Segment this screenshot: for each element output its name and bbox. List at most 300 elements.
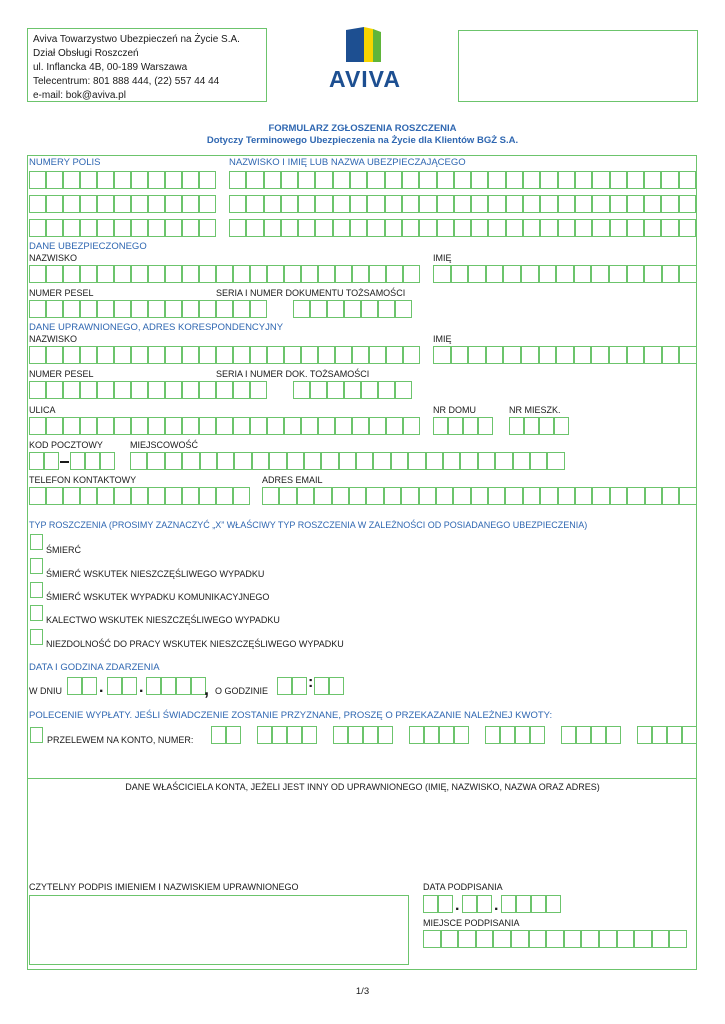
char-cell[interactable]: [609, 265, 627, 283]
char-cell[interactable]: [292, 677, 307, 695]
insured-name-field[interactable]: [433, 265, 697, 283]
char-cell[interactable]: [547, 452, 564, 470]
char-cell[interactable]: [403, 417, 420, 435]
char-cell[interactable]: [216, 346, 233, 364]
char-cell[interactable]: [80, 219, 97, 237]
event-minute-field[interactable]: [314, 677, 344, 695]
char-cell[interactable]: [339, 452, 356, 470]
char-cell[interactable]: [333, 171, 350, 189]
char-cell[interactable]: [575, 219, 592, 237]
char-cell[interactable]: [199, 346, 216, 364]
char-cell[interactable]: [327, 381, 344, 399]
char-cell[interactable]: [424, 726, 439, 744]
char-cell[interactable]: [485, 726, 500, 744]
char-cell[interactable]: [581, 930, 599, 948]
char-cell[interactable]: [234, 452, 251, 470]
char-cell[interactable]: [561, 726, 576, 744]
char-cell[interactable]: [82, 677, 97, 695]
char-cell[interactable]: [574, 346, 592, 364]
char-cell[interactable]: [679, 195, 696, 213]
house-number-field[interactable]: [433, 417, 493, 435]
event-year-field[interactable]: [146, 677, 206, 695]
char-cell[interactable]: [304, 452, 321, 470]
char-cell[interactable]: [335, 417, 352, 435]
char-cell[interactable]: [298, 195, 315, 213]
char-cell[interactable]: [29, 171, 46, 189]
char-cell[interactable]: [592, 487, 609, 505]
char-cell[interactable]: [515, 726, 530, 744]
char-cell[interactable]: [284, 417, 301, 435]
char-cell[interactable]: [556, 265, 574, 283]
char-cell[interactable]: [63, 487, 80, 505]
char-cell[interactable]: [131, 381, 148, 399]
postcode-part2-field[interactable]: [70, 452, 115, 470]
char-cell[interactable]: [148, 171, 165, 189]
char-cell[interactable]: [46, 300, 63, 318]
char-cell[interactable]: [335, 265, 352, 283]
char-cell[interactable]: [437, 195, 454, 213]
char-cell[interactable]: [148, 195, 165, 213]
char-cell[interactable]: [679, 487, 696, 505]
char-cell[interactable]: [344, 300, 361, 318]
char-cell[interactable]: [488, 487, 505, 505]
char-cell[interactable]: [419, 487, 436, 505]
char-cell[interactable]: [513, 452, 530, 470]
char-cell[interactable]: [329, 677, 344, 695]
char-cell[interactable]: [315, 195, 332, 213]
char-cell[interactable]: [146, 677, 161, 695]
char-cell[interactable]: [318, 265, 335, 283]
char-cell[interactable]: [199, 300, 216, 318]
char-cell[interactable]: [378, 726, 393, 744]
char-cell[interactable]: [433, 346, 451, 364]
char-cell[interactable]: [85, 452, 100, 470]
char-cell[interactable]: [386, 346, 403, 364]
char-cell[interactable]: [229, 171, 246, 189]
char-cell[interactable]: [454, 219, 471, 237]
char-cell[interactable]: [391, 452, 408, 470]
account-group-2-field[interactable]: [333, 726, 393, 744]
char-cell[interactable]: [114, 417, 131, 435]
char-cell[interactable]: [315, 171, 332, 189]
char-cell[interactable]: [471, 219, 488, 237]
char-cell[interactable]: [451, 346, 469, 364]
char-cell[interactable]: [63, 195, 80, 213]
char-cell[interactable]: [471, 487, 488, 505]
char-cell[interactable]: [80, 195, 97, 213]
char-cell[interactable]: [250, 381, 267, 399]
account-group-3-field[interactable]: [409, 726, 469, 744]
char-cell[interactable]: [344, 381, 361, 399]
char-cell[interactable]: [610, 487, 627, 505]
char-cell[interactable]: [182, 195, 199, 213]
char-cell[interactable]: [199, 487, 216, 505]
char-cell[interactable]: [246, 219, 263, 237]
char-cell[interactable]: [682, 726, 697, 744]
policy-holder-3-field[interactable]: [229, 219, 696, 237]
claim-accident-death-checkbox[interactable]: [30, 558, 43, 574]
char-cell[interactable]: [327, 300, 344, 318]
char-cell[interactable]: [350, 219, 367, 237]
char-cell[interactable]: [395, 381, 412, 399]
char-cell[interactable]: [332, 487, 349, 505]
char-cell[interactable]: [97, 265, 114, 283]
char-cell[interactable]: [284, 346, 301, 364]
char-cell[interactable]: [419, 195, 436, 213]
char-cell[interactable]: [80, 300, 97, 318]
char-cell[interactable]: [574, 265, 592, 283]
char-cell[interactable]: [252, 452, 269, 470]
char-cell[interactable]: [558, 171, 575, 189]
char-cell[interactable]: [645, 487, 662, 505]
char-cell[interactable]: [419, 171, 436, 189]
char-cell[interactable]: [369, 346, 386, 364]
char-cell[interactable]: [216, 300, 233, 318]
char-cell[interactable]: [523, 195, 540, 213]
char-cell[interactable]: [246, 195, 263, 213]
char-cell[interactable]: [114, 381, 131, 399]
char-cell[interactable]: [609, 346, 627, 364]
char-cell[interactable]: [523, 219, 540, 237]
char-cell[interactable]: [199, 171, 216, 189]
char-cell[interactable]: [460, 452, 477, 470]
char-cell[interactable]: [501, 895, 516, 913]
char-cell[interactable]: [148, 487, 165, 505]
char-cell[interactable]: [148, 219, 165, 237]
char-cell[interactable]: [558, 219, 575, 237]
char-cell[interactable]: [511, 930, 529, 948]
char-cell[interactable]: [661, 195, 678, 213]
char-cell[interactable]: [539, 346, 557, 364]
account-group-4-field[interactable]: [485, 726, 545, 744]
char-cell[interactable]: [318, 346, 335, 364]
char-cell[interactable]: [352, 346, 369, 364]
char-cell[interactable]: [529, 930, 547, 948]
char-cell[interactable]: [539, 265, 557, 283]
insured-pesel-field[interactable]: [29, 300, 216, 318]
char-cell[interactable]: [131, 300, 148, 318]
char-cell[interactable]: [556, 346, 574, 364]
char-cell[interactable]: [488, 219, 505, 237]
char-cell[interactable]: [250, 417, 267, 435]
char-cell[interactable]: [63, 381, 80, 399]
char-cell[interactable]: [350, 195, 367, 213]
char-cell[interactable]: [310, 381, 327, 399]
char-cell[interactable]: [107, 677, 122, 695]
char-cell[interactable]: [114, 300, 131, 318]
beneficiary-doc-series-field[interactable]: [216, 381, 267, 399]
char-cell[interactable]: [662, 487, 679, 505]
char-cell[interactable]: [503, 346, 521, 364]
char-cell[interactable]: [423, 895, 438, 913]
char-cell[interactable]: [318, 417, 335, 435]
phone-field[interactable]: [29, 487, 250, 505]
char-cell[interactable]: [46, 265, 63, 283]
char-cell[interactable]: [80, 171, 97, 189]
char-cell[interactable]: [516, 895, 531, 913]
claim-disability-checkbox[interactable]: [30, 605, 43, 621]
char-cell[interactable]: [97, 346, 114, 364]
char-cell[interactable]: [575, 487, 592, 505]
char-cell[interactable]: [386, 417, 403, 435]
char-cell[interactable]: [97, 171, 114, 189]
char-cell[interactable]: [333, 219, 350, 237]
char-cell[interactable]: [523, 487, 540, 505]
char-cell[interactable]: [131, 417, 148, 435]
char-cell[interactable]: [458, 930, 476, 948]
char-cell[interactable]: [478, 417, 493, 435]
char-cell[interactable]: [366, 487, 383, 505]
char-cell[interactable]: [367, 195, 384, 213]
insured-surname-field[interactable]: [29, 265, 420, 283]
char-cell[interactable]: [97, 195, 114, 213]
char-cell[interactable]: [148, 265, 165, 283]
char-cell[interactable]: [409, 726, 424, 744]
char-cell[interactable]: [233, 487, 250, 505]
char-cell[interactable]: [182, 346, 199, 364]
char-cell[interactable]: [217, 452, 234, 470]
account-check-digits-field[interactable]: [211, 726, 241, 744]
char-cell[interactable]: [644, 195, 661, 213]
char-cell[interactable]: [476, 930, 494, 948]
char-cell[interactable]: [46, 417, 63, 435]
char-cell[interactable]: [29, 381, 46, 399]
char-cell[interactable]: [350, 171, 367, 189]
char-cell[interactable]: [433, 265, 451, 283]
char-cell[interactable]: [506, 219, 523, 237]
char-cell[interactable]: [293, 381, 310, 399]
char-cell[interactable]: [165, 300, 182, 318]
char-cell[interactable]: [148, 417, 165, 435]
char-cell[interactable]: [679, 265, 697, 283]
char-cell[interactable]: [287, 452, 304, 470]
char-cell[interactable]: [662, 346, 680, 364]
char-cell[interactable]: [443, 452, 460, 470]
char-cell[interactable]: [63, 300, 80, 318]
char-cell[interactable]: [211, 726, 226, 744]
char-cell[interactable]: [165, 265, 182, 283]
char-cell[interactable]: [281, 219, 298, 237]
char-cell[interactable]: [314, 487, 331, 505]
char-cell[interactable]: [530, 452, 547, 470]
char-cell[interactable]: [558, 195, 575, 213]
char-cell[interactable]: [385, 195, 402, 213]
char-cell[interactable]: [310, 300, 327, 318]
char-cell[interactable]: [592, 195, 609, 213]
char-cell[interactable]: [281, 195, 298, 213]
char-cell[interactable]: [652, 930, 670, 948]
char-cell[interactable]: [488, 171, 505, 189]
char-cell[interactable]: [634, 930, 652, 948]
char-cell[interactable]: [287, 726, 302, 744]
char-cell[interactable]: [165, 219, 182, 237]
char-cell[interactable]: [70, 452, 85, 470]
char-cell[interactable]: [226, 726, 241, 744]
char-cell[interactable]: [114, 195, 131, 213]
char-cell[interactable]: [610, 195, 627, 213]
char-cell[interactable]: [477, 895, 492, 913]
account-owner-area[interactable]: [29, 796, 695, 876]
char-cell[interactable]: [284, 265, 301, 283]
char-cell[interactable]: [386, 265, 403, 283]
char-cell[interactable]: [131, 171, 148, 189]
char-cell[interactable]: [29, 195, 46, 213]
char-cell[interactable]: [373, 452, 390, 470]
char-cell[interactable]: [361, 381, 378, 399]
char-cell[interactable]: [367, 219, 384, 237]
char-cell[interactable]: [644, 265, 662, 283]
char-cell[interactable]: [29, 452, 44, 470]
char-cell[interactable]: [233, 381, 250, 399]
char-cell[interactable]: [229, 195, 246, 213]
char-cell[interactable]: [29, 265, 46, 283]
char-cell[interactable]: [385, 219, 402, 237]
char-cell[interactable]: [182, 265, 199, 283]
char-cell[interactable]: [165, 381, 182, 399]
char-cell[interactable]: [426, 452, 443, 470]
char-cell[interactable]: [216, 265, 233, 283]
char-cell[interactable]: [617, 930, 635, 948]
char-cell[interactable]: [356, 452, 373, 470]
char-cell[interactable]: [131, 195, 148, 213]
char-cell[interactable]: [662, 265, 680, 283]
char-cell[interactable]: [182, 452, 199, 470]
char-cell[interactable]: [610, 171, 627, 189]
char-cell[interactable]: [264, 219, 281, 237]
char-cell[interactable]: [182, 171, 199, 189]
char-cell[interactable]: [333, 726, 348, 744]
char-cell[interactable]: [348, 726, 363, 744]
char-cell[interactable]: [486, 265, 504, 283]
char-cell[interactable]: [453, 487, 470, 505]
char-cell[interactable]: [546, 930, 564, 948]
char-cell[interactable]: [333, 195, 350, 213]
char-cell[interactable]: [644, 219, 661, 237]
char-cell[interactable]: [554, 417, 569, 435]
char-cell[interactable]: [46, 487, 63, 505]
char-cell[interactable]: [233, 417, 250, 435]
char-cell[interactable]: [627, 195, 644, 213]
char-cell[interactable]: [403, 265, 420, 283]
char-cell[interactable]: [97, 381, 114, 399]
char-cell[interactable]: [199, 381, 216, 399]
policy-holder-1-field[interactable]: [229, 171, 696, 189]
claim-incapacity-checkbox[interactable]: [30, 629, 43, 645]
char-cell[interactable]: [165, 171, 182, 189]
char-cell[interactable]: [267, 417, 284, 435]
char-cell[interactable]: [63, 346, 80, 364]
char-cell[interactable]: [80, 346, 97, 364]
char-cell[interactable]: [591, 346, 609, 364]
char-cell[interactable]: [63, 417, 80, 435]
char-cell[interactable]: [531, 895, 546, 913]
char-cell[interactable]: [216, 381, 233, 399]
char-cell[interactable]: [182, 219, 199, 237]
char-cell[interactable]: [468, 265, 486, 283]
char-cell[interactable]: [436, 487, 453, 505]
street-field[interactable]: [29, 417, 420, 435]
char-cell[interactable]: [182, 300, 199, 318]
beneficiary-pesel-field[interactable]: [29, 381, 216, 399]
char-cell[interactable]: [599, 930, 617, 948]
char-cell[interactable]: [267, 346, 284, 364]
char-cell[interactable]: [216, 487, 233, 505]
char-cell[interactable]: [352, 265, 369, 283]
char-cell[interactable]: [610, 219, 627, 237]
char-cell[interactable]: [679, 346, 697, 364]
char-cell[interactable]: [506, 171, 523, 189]
char-cell[interactable]: [521, 346, 539, 364]
char-cell[interactable]: [250, 346, 267, 364]
char-cell[interactable]: [402, 219, 419, 237]
char-cell[interactable]: [80, 381, 97, 399]
char-cell[interactable]: [378, 381, 395, 399]
char-cell[interactable]: [402, 195, 419, 213]
char-cell[interactable]: [679, 219, 696, 237]
char-cell[interactable]: [523, 171, 540, 189]
policy-number-1-field[interactable]: [29, 171, 216, 189]
flat-number-field[interactable]: [509, 417, 569, 435]
char-cell[interactable]: [279, 487, 296, 505]
char-cell[interactable]: [301, 265, 318, 283]
account-group-1-field[interactable]: [257, 726, 317, 744]
char-cell[interactable]: [524, 417, 539, 435]
char-cell[interactable]: [97, 219, 114, 237]
char-cell[interactable]: [493, 930, 511, 948]
char-cell[interactable]: [269, 452, 286, 470]
char-cell[interactable]: [349, 487, 366, 505]
char-cell[interactable]: [97, 487, 114, 505]
char-cell[interactable]: [454, 726, 469, 744]
char-cell[interactable]: [367, 171, 384, 189]
char-cell[interactable]: [438, 895, 453, 913]
char-cell[interactable]: [182, 487, 199, 505]
char-cell[interactable]: [114, 219, 131, 237]
char-cell[interactable]: [165, 195, 182, 213]
char-cell[interactable]: [148, 300, 165, 318]
sign-day-field[interactable]: [423, 895, 453, 913]
char-cell[interactable]: [558, 487, 575, 505]
char-cell[interactable]: [352, 417, 369, 435]
char-cell[interactable]: [165, 346, 182, 364]
sign-year-field[interactable]: [501, 895, 561, 913]
char-cell[interactable]: [667, 726, 682, 744]
char-cell[interactable]: [165, 487, 182, 505]
char-cell[interactable]: [80, 417, 97, 435]
char-cell[interactable]: [182, 417, 199, 435]
char-cell[interactable]: [437, 219, 454, 237]
char-cell[interactable]: [385, 171, 402, 189]
char-cell[interactable]: [369, 265, 386, 283]
char-cell[interactable]: [147, 452, 164, 470]
char-cell[interactable]: [576, 726, 591, 744]
char-cell[interactable]: [80, 487, 97, 505]
char-cell[interactable]: [302, 726, 317, 744]
char-cell[interactable]: [378, 300, 395, 318]
char-cell[interactable]: [131, 219, 148, 237]
char-cell[interactable]: [363, 726, 378, 744]
char-cell[interactable]: [165, 417, 182, 435]
char-cell[interactable]: [384, 487, 401, 505]
char-cell[interactable]: [114, 487, 131, 505]
payout-transfer-checkbox[interactable]: [30, 727, 43, 743]
char-cell[interactable]: [176, 677, 191, 695]
event-hour-field[interactable]: [277, 677, 307, 695]
policy-number-3-field[interactable]: [29, 219, 216, 237]
char-cell[interactable]: [46, 171, 63, 189]
char-cell[interactable]: [277, 677, 292, 695]
char-cell[interactable]: [505, 487, 522, 505]
